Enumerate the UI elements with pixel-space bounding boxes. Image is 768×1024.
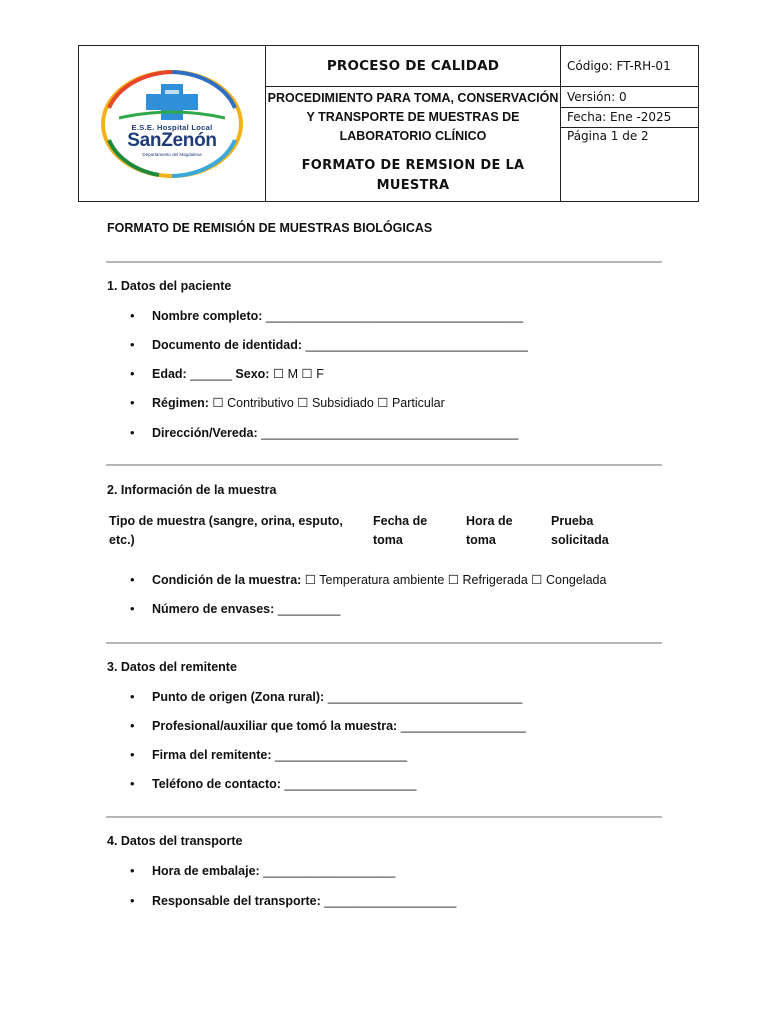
section-patient-title: 1. Datos del paciente: [107, 279, 232, 293]
bullet-icon: •: [130, 718, 135, 733]
regime-checkboxes[interactable]: ☐ Contributivo ☐ Subsidiado ☐ Particular: [212, 396, 445, 410]
doc-code: Código: FT-RH-01: [567, 59, 671, 73]
bullet-icon: •: [130, 601, 135, 616]
bullet-icon: •: [130, 689, 135, 704]
bullet-icon: •: [130, 308, 135, 323]
doc-date: Fecha: Ene -2025: [561, 110, 698, 128]
bullet-icon: •: [130, 425, 135, 440]
field-sender-signature[interactable]: • Firma del remitente: ___________________: [130, 747, 408, 762]
field-transport-responsible[interactable]: • Responsable del transporte: ___________________: [130, 893, 457, 908]
bullet-icon: •: [130, 337, 135, 352]
bullet-icon: •: [130, 366, 135, 381]
procedure-title: PROCEDIMIENTO PARA TOMA, CONSERVACIÓN Y TRANSPORTE DE MUESTRAS DE LABORATORIO CLÍNICO: [267, 91, 559, 143]
document-title: FORMATO DE REMISIÓN DE MUESTRAS BIOLÓGICAS: [107, 221, 433, 235]
procedure-cell: [266, 87, 561, 202]
divider: [106, 642, 662, 644]
doc-version: Versión: 0: [567, 90, 627, 104]
column-sample-type: Tipo de muestra (sangre, orina, esputo, etc.): [109, 514, 343, 547]
logo-cell: [79, 46, 266, 202]
header-table: [78, 45, 699, 202]
field-sample-condition[interactable]: • Condición de la muestra: ☐ Temperatura ambiente ☐ Refrigerada ☐ Congelada: [130, 572, 607, 587]
field-contact-phone[interactable]: • Teléfono de contacto: ___________________: [130, 776, 417, 791]
bullet-icon: •: [130, 747, 135, 762]
header-title-cell: [266, 46, 561, 87]
field-address[interactable]: • Dirección/Vereda: _____________________________________: [130, 425, 519, 440]
sex-checkboxes[interactable]: ☐ M ☐ F: [272, 367, 324, 381]
column-collection-time: Hora de toma: [466, 514, 513, 547]
field-regime[interactable]: • Régimen: ☐ Contributivo ☐ Subsidiado ☐ Particular: [130, 395, 445, 410]
bullet-icon: •: [130, 893, 135, 908]
field-full-name[interactable]: • Nombre completo: _____________________________________: [130, 308, 524, 323]
divider: [106, 261, 662, 263]
header-title: PROCESO DE CALIDAD: [326, 58, 500, 74]
bullet-icon: •: [130, 863, 135, 878]
format-title: FORMATO DE REMSION DE LA MUESTRA: [301, 158, 525, 193]
section-sample-title: 2. Información de la muestra: [107, 483, 277, 497]
condition-checkboxes[interactable]: ☐ Temperatura ambiente ☐ Refrigerada ☐ Congelada: [304, 573, 607, 587]
divider: [106, 816, 662, 818]
bullet-icon: •: [130, 572, 135, 587]
field-origin-point[interactable]: • Punto de origen (Zona rural): ____________________________: [130, 689, 523, 704]
version-cell: [561, 87, 699, 108]
bullet-icon: •: [130, 395, 135, 410]
code-cell: [561, 46, 699, 87]
hospital-logo: [99, 68, 245, 180]
field-professional[interactable]: • Profesional/auxiliar que tomó la muestra: __________________: [130, 718, 526, 733]
divider: [106, 464, 662, 466]
column-requested-test: Prueba solicitada: [551, 514, 609, 547]
section-transport-title: 4. Datos del transporte: [107, 834, 243, 848]
field-packing-time[interactable]: • Hora de embalaje: ___________________: [130, 863, 396, 878]
date-page-cell: [561, 108, 699, 202]
field-id-document[interactable]: • Documento de identidad: ________________________________: [130, 337, 528, 352]
section-sender-title: 3. Datos del remitente: [107, 660, 237, 674]
doc-page: Página 1 de 2: [567, 129, 649, 143]
column-collection-date: Fecha de toma: [373, 514, 428, 547]
logo-department: Departamento del Magdalena: [142, 151, 202, 157]
bullet-icon: •: [130, 776, 135, 791]
field-age-sex[interactable]: • Edad: ______ Sexo: ☐ M ☐ F: [130, 366, 324, 381]
logo-name: SanZenón: [127, 129, 217, 151]
field-container-count[interactable]: • Número de envases: _________: [130, 601, 341, 616]
logo-subtitle: E.S.E. Hospital Local: [131, 122, 213, 132]
